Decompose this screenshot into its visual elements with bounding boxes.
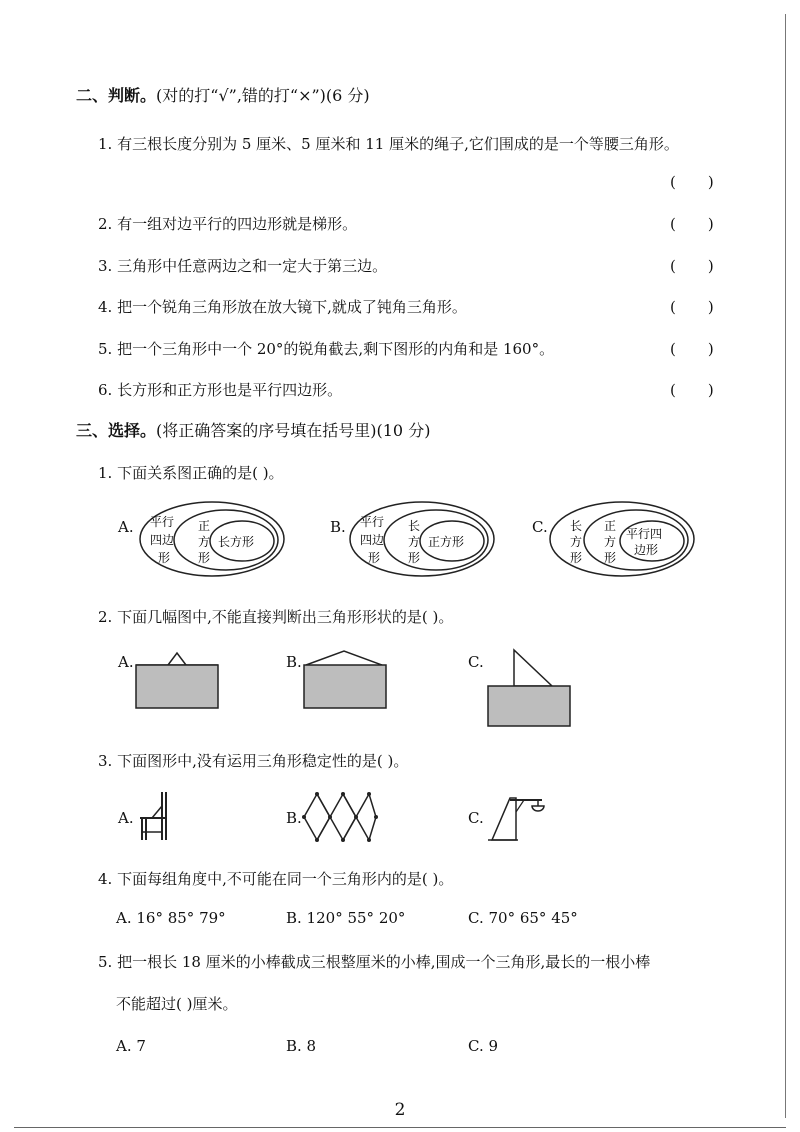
q1-option-a-label: A. — [118, 518, 134, 536]
paren-close: ) — [707, 173, 714, 191]
q2-option-c-figure — [486, 640, 572, 730]
svg-text:方: 方 — [408, 535, 421, 549]
section-2-note: (对的打“√”,错的打“×”)(6 分) — [156, 86, 370, 105]
choice-question-1: 1. 下面关系图正确的是( )。 — [98, 464, 284, 482]
q3-scissor-gate-figure — [300, 790, 380, 844]
svg-text:形: 形 — [570, 551, 583, 565]
svg-text:正方形: 正方形 — [428, 535, 465, 549]
svg-text:四边: 四边 — [150, 533, 175, 547]
q2-option-b-label: B. — [286, 653, 302, 671]
q3-option-a-label: A. — [118, 809, 134, 827]
choice-question-5: 5. 把一根长 18 厘米的小棒截成三根整厘米的小棒,围成一个三角形,最长的一根小棒 — [98, 953, 651, 971]
q5-option-b: B. 8 — [286, 1037, 317, 1055]
answer-blank-3[interactable] — [670, 256, 714, 276]
svg-text:形: 形 — [158, 551, 171, 565]
q1-option-c-diagram — [548, 500, 696, 578]
choice-question-5-continued: 不能超过( )厘米。 — [116, 995, 238, 1013]
judge-item-5: 5. 把一个三角形中一个 20°的锐角截去,剩下图形的内角和是 160°。 — [98, 340, 555, 358]
section-3-heading — [76, 421, 430, 441]
answer-blank-4[interactable] — [670, 297, 714, 317]
q1-option-b-label: B. — [330, 518, 346, 536]
q5-option-c: C. 9 — [468, 1037, 499, 1055]
choice-question-3: 3. 下面图形中,没有运用三角形稳定性的是( )。 — [98, 752, 409, 770]
paren-open: ( — [670, 381, 676, 399]
q1-option-a-diagram — [138, 500, 286, 578]
paren-open: ( — [670, 215, 676, 233]
svg-text:四边: 四边 — [360, 533, 385, 547]
page-number: 2 — [394, 1100, 406, 1120]
svg-text:正: 正 — [198, 519, 211, 533]
answer-blank-2[interactable] — [670, 214, 714, 234]
q2-option-a-label: A. — [118, 653, 134, 671]
svg-text:形: 形 — [198, 551, 211, 565]
svg-text:形: 形 — [408, 551, 421, 565]
paren-open: ( — [670, 298, 676, 316]
svg-text:方: 方 — [198, 535, 211, 549]
svg-text:长方形: 长方形 — [218, 535, 255, 549]
choice-question-4: 4. 下面每组角度中,不可能在同一个三角形内的是( )。 — [98, 870, 454, 888]
svg-text:形: 形 — [604, 551, 617, 565]
paren-close: ) — [707, 298, 714, 316]
q3-option-b-label: B. — [286, 809, 302, 827]
svg-text:平行: 平行 — [150, 515, 175, 529]
answer-blank-1[interactable] — [670, 172, 714, 192]
q2-option-a-figure — [134, 645, 220, 710]
q1-option-c-label: C. — [532, 518, 548, 536]
svg-text:形: 形 — [368, 551, 381, 565]
paren-open: ( — [670, 257, 676, 275]
section-3-title: 三、选择。 — [76, 421, 157, 440]
q2-option-c-label: C. — [468, 653, 484, 671]
paren-close: ) — [707, 381, 714, 399]
answer-blank-5[interactable] — [670, 339, 714, 359]
paren-close: ) — [707, 340, 714, 358]
paren-close: ) — [707, 257, 714, 275]
section-2-title: 二、判断。 — [76, 86, 157, 105]
q1-option-b-diagram — [348, 500, 496, 578]
paren-close: ) — [707, 215, 714, 233]
svg-text:边形: 边形 — [634, 543, 659, 557]
choice-question-2: 2. 下面几幅图中,不能直接判断出三角形形状的是( )。 — [98, 608, 454, 626]
judge-item-4: 4. 把一个锐角三角形放在放大镜下,就成了钝角三角形。 — [98, 298, 467, 316]
q3-chair-figure — [134, 788, 174, 844]
page-edge — [785, 14, 786, 1118]
q4-option-c: C. 70° 65° 45° — [468, 909, 578, 927]
svg-text:方: 方 — [604, 535, 617, 549]
q2-option-b-figure — [302, 645, 388, 710]
q4-option-a: A. 16° 85° 79° — [116, 909, 226, 927]
answer-blank-6[interactable] — [670, 380, 714, 400]
judge-item-6: 6. 长方形和正方形也是平行四边形。 — [98, 381, 343, 399]
svg-text:长: 长 — [408, 519, 421, 533]
q3-option-c-label: C. — [468, 809, 484, 827]
paren-open: ( — [670, 173, 676, 191]
q4-option-b: B. 120° 55° 20° — [286, 909, 406, 927]
svg-text:平行: 平行 — [360, 515, 385, 529]
section-3-note: (将正确答案的序号填在括号里)(10 分) — [156, 421, 431, 440]
svg-text:正: 正 — [604, 519, 617, 533]
paren-open: ( — [670, 340, 676, 358]
judge-item-1: 1. 有三根长度分别为 5 厘米、5 厘米和 11 厘米的绳子,它们围成的是一个等腰三角形。 — [98, 135, 679, 153]
svg-text:平行四: 平行四 — [626, 527, 663, 541]
q5-option-a: A. 7 — [116, 1037, 146, 1055]
svg-text:方: 方 — [570, 535, 583, 549]
bottom-rule — [14, 1127, 786, 1128]
judge-item-2: 2. 有一组对边平行的四边形就是梯形。 — [98, 215, 358, 233]
svg-text:长: 长 — [570, 519, 583, 533]
q3-lamp-post-figure — [484, 792, 554, 844]
section-2-heading — [76, 86, 370, 106]
judge-item-3: 3. 三角形中任意两边之和一定大于第三边。 — [98, 257, 388, 275]
